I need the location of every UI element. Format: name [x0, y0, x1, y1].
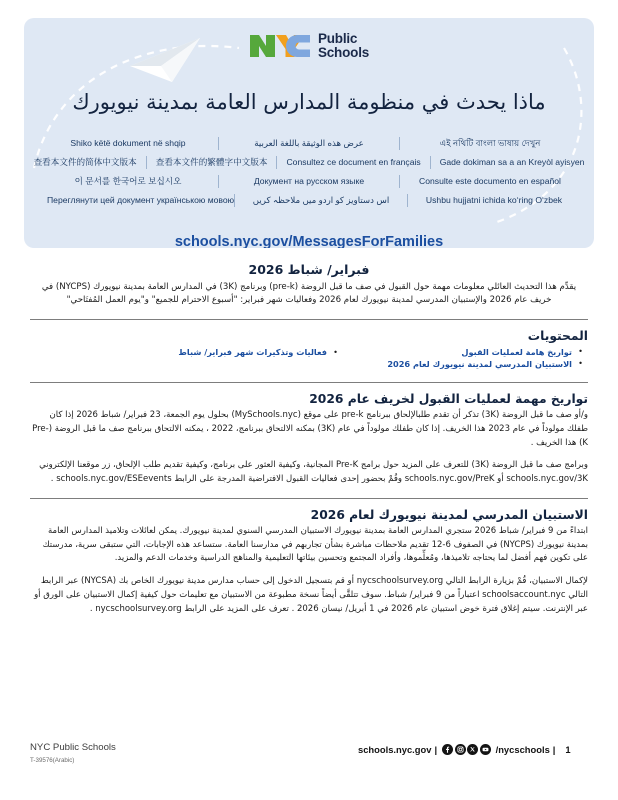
- lang-link-russian[interactable]: Документ на русском языке: [253, 175, 365, 186]
- footer-left: [30, 742, 116, 764]
- section-heading-admissions: تواريخ مهمة لعمليات القبول لخريف عام 2026: [309, 392, 588, 407]
- footer-handle[interactable]: /nycschools: [495, 744, 550, 755]
- footer-document-code: T-39576(Arabic): [30, 756, 75, 764]
- nyc-public-schools-logo: [24, 32, 594, 60]
- date-heading: فبراير/ شباط 2026: [248, 262, 370, 277]
- language-row-1: [38, 134, 580, 153]
- toc-item-february-events[interactable]: • فعاليات وتذكيرات شهر فبراير/ شباط: [178, 346, 327, 359]
- divider: [30, 382, 588, 383]
- footer-brand: NYC Public Schools: [30, 742, 116, 753]
- table-of-contents: [30, 346, 588, 371]
- facebook-icon[interactable]: [442, 744, 453, 755]
- admissions-paragraph-1: و/أو صف ما قبل الروضة (3K) تذكر أن تقدم طلبالإلحاق ببرنامج pre-k على موقع (MySchools.nyc) بحلول يوم الجمعة، 23 فبراير/ شباط 2026 إذا كان طفلك مولوداً في عام 2023 هذا الخريف. إذا كان طفلك مولوداً في عام (3K) بمكنه الالتحاق ببرنامج، 2022 ، يمكنه الالتحاق ببرنامج صف ما قبل الروضة (Pre-K) هذا الخريف .: [32, 410, 588, 448]
- lang-link-arabic[interactable]: عرض هذه الوثيقة باللغة العربية: [254, 137, 364, 148]
- youtube-icon[interactable]: [480, 744, 491, 755]
- lang-link-urdu[interactable]: اس دستاویز کو اردو میں ملاحظہ کریں: [252, 194, 390, 205]
- banner-title: ماذا يحدث في منظومة المدارس العامة بمدينة نيويورك: [72, 90, 546, 114]
- toc-item-school-survey[interactable]: • الاستبيان المدرسي لمدينة نيويورك لعام 2026: [30, 358, 572, 371]
- lang-link-french[interactable]: Consultez ce document en français: [286, 156, 421, 167]
- x-twitter-icon[interactable]: [467, 744, 478, 755]
- lang-link-bengali[interactable]: এই নথিটি বাংলা ভাষায় দেখুন: [439, 137, 541, 148]
- lang-link-haitian-creole[interactable]: Gade dokiman sa a an Kreyòl ayisyen: [439, 156, 585, 167]
- logo-line-public: Public: [317, 31, 358, 46]
- footer-social-icons: [442, 744, 491, 755]
- survey-paragraph-1: ابتداءً من 9 فبراير/ شباط 2026 ستجري المدارس العامة بمدينة نيويورك الاستبيان المدرسي السنوي لمدينة نيويورك. يمكن لعائلات وتلاميذ المدارس العامة بمدينة نيويورك (NYCPS) في الصفوف 6-12 تقديم ملاحظات مباشرة بشأن تجاربهم في مدارسنا العامة. ستساعد هذه الإجابات، التي ستبقى سرية، مدرستك على تكوين فهم أفضل لما يحتاجه تلاميذها، ومُعلِّموها، وأفراد المجتمع وتحسين بيئاتها التعليمية والمناهج الدراسية وخدمات الدعم والمزيد.: [42, 525, 588, 564]
- lang-link-uzbek[interactable]: Ushbu hujjatni ichida ko‘ring O‘zbek: [425, 194, 563, 205]
- toc-item-admissions-dates[interactable]: [30, 346, 572, 359]
- lang-link-albanian[interactable]: Shiko këtë dokument në shqip: [70, 137, 186, 148]
- lang-link-spanish[interactable]: Consulte este documento en español: [419, 175, 561, 186]
- instagram-icon[interactable]: [455, 744, 466, 755]
- footer-separator-2: |: [552, 744, 556, 755]
- document-body: [30, 262, 588, 625]
- logo-line-schools: Schools: [317, 44, 370, 60]
- language-links: [33, 134, 585, 210]
- survey-paragraph-2: لإكمال الاستبيان، قُمْ بزيارة الرابط التالي nycschoolsurvey.org أو قم بتسجيل الدخول إلى حساب مدارس مدينة نيويورك الخاص بك (NYCSA) عبر الرابط التالي schoolsaccount.nyc اعتباراً من 9 فبراير/ شباط. سوف تتلقَّى أيضاً نسخة مطبوعة من الاستبيان مع تعليمات حول كيفية إكمال الاستبيان على الورق أو عبر الإنترنت. سيتم إغلاق فترة خوض استبيان عام 2026 في 1 أبريل/ نيسان 2026 . تعرف على المزيد على الرابط nycschoolsurvey.org .: [34, 576, 588, 614]
- language-row-3: [38, 172, 580, 191]
- divider: [30, 319, 588, 320]
- footer-right: [358, 744, 571, 755]
- language-row-2: [33, 153, 585, 172]
- contents-heading: المحتويات: [527, 328, 588, 343]
- toc-item-label: تواريخ هامة لعمليات القبول: [461, 346, 572, 357]
- lang-link-chinese-simplified[interactable]: 查看本文件的简体中文版本: [33, 156, 137, 167]
- header-banner: [24, 18, 594, 248]
- footer-separator-1: |: [434, 744, 438, 755]
- language-row-4: [38, 191, 580, 210]
- footer-page-number: 1: [565, 744, 571, 755]
- logo-wordmark: [318, 32, 369, 60]
- page-footer: [0, 742, 618, 782]
- nyc-logo-mark: [249, 33, 311, 59]
- lang-link-chinese-traditional[interactable]: 查看本文件的繁體字中文版本: [155, 156, 268, 167]
- messages-for-families-url[interactable]: schools.nyc.gov/MessagesForFamilies: [174, 234, 444, 248]
- admissions-paragraph-2: وبرامج صف ما قبل الروضة (3K) للتعرف على المزيد حول برامج Pre-K المجانية، وكيفية العثور على برنامج، وكيفية تقديم طلب الإلحاق، زر موقعنا الإلكتروني schools.nyc.gov/3K أو schools.nyc.gov/PreK وقُمْ بحضور إحدى فعاليات القبول الافتراضية المدرجة على الرابط schools.nyc.gov/ESEevents .: [39, 460, 588, 485]
- lang-link-ukrainian[interactable]: Переглянути цей документ українською мовою: [47, 194, 235, 205]
- section-heading-survey: الاستبيان المدرسي لمدينة نيويورك لعام 2026: [310, 507, 588, 522]
- lang-link-korean[interactable]: 이 문서를 한국어로 보십시오: [74, 175, 182, 186]
- divider: [30, 498, 588, 499]
- intro-paragraph: يقدِّم هذا التحديث العائلي معلومات مهمة حول القبول في صف ما قبل الروضة (pre-k) وبرنامج (3K) في المدارس العامة بمدينة نيويورك (NYCPS) في خريف عام 2026 والإستبيان المدرسي لمدينة نيويورك لعام 2026 وفعاليات شهر فبراير: "أسبوع الاحترام للجميع" و"يوم العمل المُفتَاحي": [41, 282, 577, 306]
- footer-website[interactable]: schools.nyc.gov: [358, 744, 432, 755]
